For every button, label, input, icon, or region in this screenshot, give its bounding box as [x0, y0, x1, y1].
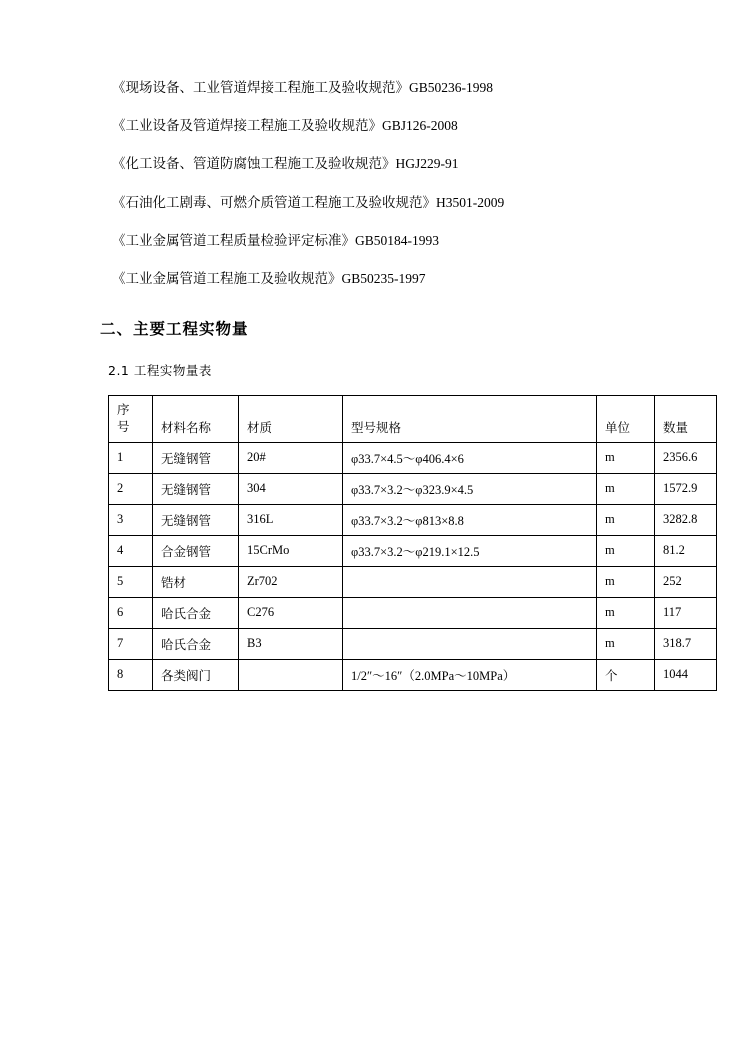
table-row	[109, 659, 717, 690]
column-header-material: 材料名称	[153, 396, 239, 443]
cell-amount: 3282.8	[655, 504, 717, 535]
list-item: 《工业设备及管道焊接工程施工及验收规范》GBJ126-2008	[112, 118, 458, 134]
cell-quality: 316L	[239, 504, 343, 535]
cell-unit: m	[597, 597, 655, 628]
cell-unit: m	[597, 504, 655, 535]
cell-unit: m	[597, 442, 655, 473]
cell-unit: m	[597, 628, 655, 659]
cell-amount: 2356.6	[655, 442, 717, 473]
cell-seq: 2	[109, 473, 153, 504]
table-row	[109, 597, 717, 628]
list-item: 《石油化工剧毒、可燃介质管道工程施工及验收规范》H3501-2009	[112, 194, 505, 210]
cell-amount: 1044	[655, 659, 717, 690]
cell-unit: 个	[597, 659, 655, 690]
cell-seq: 7	[109, 628, 153, 659]
cell-spec	[343, 628, 597, 659]
standards-list	[60, 80, 684, 287]
cell-material: 无缝钢管	[153, 442, 239, 473]
table-row	[109, 566, 717, 597]
column-header-unit: 单位	[597, 396, 655, 443]
cell-material: 哈氏合金	[153, 628, 239, 659]
cell-spec: φ33.7×3.2～φ813×8.8	[343, 504, 597, 535]
cell-quality: 304	[239, 473, 343, 504]
list-item: 《化工设备、管道防腐蚀工程施工及验收规范》HGJ229-91	[112, 156, 459, 172]
column-header-spec: 型号规格	[343, 396, 597, 443]
cell-seq: 1	[109, 442, 153, 473]
column-header-amount: 数量	[655, 396, 717, 443]
cell-quality: 20#	[239, 442, 343, 473]
table-row	[109, 473, 717, 504]
quantity-table	[108, 395, 717, 691]
table-row	[109, 442, 717, 473]
cell-seq: 4	[109, 535, 153, 566]
column-header-seq	[109, 396, 153, 443]
sub-heading: 2.1 工程实物量表	[108, 363, 212, 379]
cell-quality: 15CrMo	[239, 535, 343, 566]
cell-amount: 318.7	[655, 628, 717, 659]
cell-quality: B3	[239, 628, 343, 659]
list-item: 《现场设备、工业管道焊接工程施工及验收规范》GB50236-1998	[112, 80, 493, 95]
table-row	[109, 628, 717, 659]
cell-seq: 6	[109, 597, 153, 628]
column-header-seq-line2: 号	[117, 419, 130, 434]
cell-material: 无缝钢管	[153, 473, 239, 504]
cell-quality	[239, 659, 343, 690]
cell-seq: 5	[109, 566, 153, 597]
cell-material: 锆材	[153, 566, 239, 597]
cell-amount: 117	[655, 597, 717, 628]
cell-material: 合金钢管	[153, 535, 239, 566]
table-header-row	[109, 396, 717, 443]
cell-spec: φ33.7×4.5～φ406.4×6	[343, 442, 597, 473]
cell-amount: 1572.9	[655, 473, 717, 504]
section-heading: 二、主要工程实物量	[100, 320, 249, 339]
cell-spec: φ33.7×3.2～φ323.9×4.5	[343, 473, 597, 504]
cell-unit: m	[597, 535, 655, 566]
cell-material: 哈氏合金	[153, 597, 239, 628]
list-item: 《工业金属管道工程质量检验评定标准》GB50184-1993	[112, 232, 439, 248]
cell-seq: 3	[109, 504, 153, 535]
cell-material: 无缝钢管	[153, 504, 239, 535]
cell-quality: Zr702	[239, 566, 343, 597]
table-row	[109, 504, 717, 535]
cell-quality: C276	[239, 597, 343, 628]
table-row	[109, 535, 717, 566]
cell-spec	[343, 566, 597, 597]
cell-seq: 8	[109, 659, 153, 690]
cell-amount: 252	[655, 566, 717, 597]
cell-spec	[343, 597, 597, 628]
cell-unit: m	[597, 473, 655, 504]
cell-spec: 1/2″～16″（2.0MPa～10MPa）	[343, 659, 597, 690]
cell-amount: 81.2	[655, 535, 717, 566]
column-header-seq-line1: 序	[117, 402, 130, 418]
cell-spec: φ33.7×3.2～φ219.1×12.5	[343, 535, 597, 566]
list-item: 《工业金属管道工程施工及验收规范》GB50235-1997	[112, 270, 426, 286]
column-header-quality: 材质	[239, 396, 343, 443]
cell-material: 各类阀门	[153, 659, 239, 690]
cell-unit: m	[597, 566, 655, 597]
